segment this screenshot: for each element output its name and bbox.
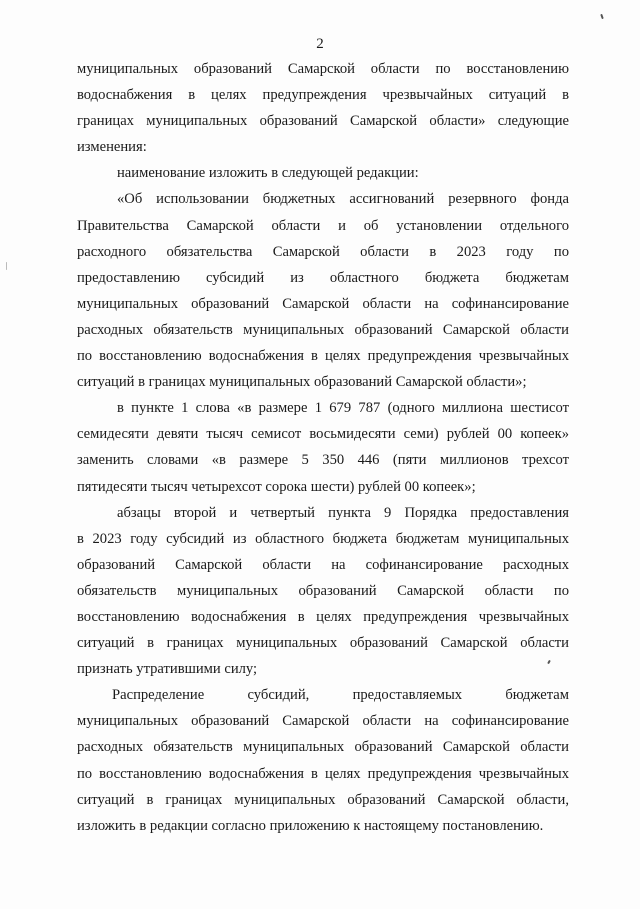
text-line: расходных обязательств муниципальных образований Самарской области [77,321,569,338]
text-line: обязательств муниципальных образований Самарской области по [77,582,569,599]
text-line: абзацы второй и четвертый пункта 9 Порядка предоставления [117,504,569,521]
text-line: в пункте 1 слова «в размере 1 679 787 (одного миллиона шестисот [117,400,569,417]
text-line: по восстановлению водоснабжения в целях предупреждения чрезвычайных [77,765,569,782]
text-line: «Об использовании бюджетных ассигнований резервного фонда [117,191,569,208]
paragraph [77,395,569,499]
text-line: ситуаций в границах муниципальных образований Самарской области, [77,791,569,808]
page-number: 2 [316,36,324,52]
text-line: предоставлению субсидий из областного бюджета бюджетам [77,269,569,286]
text-line: муниципальных образований Самарской области по восстановлению [77,61,569,77]
text-line: расходного обязательства Самарской области в 2023 году по [77,243,569,260]
text-line: расходных обязательств муниципальных образований Самарской области [77,739,569,756]
paragraph [77,682,569,839]
text-line: семидесяти девяти тысяч семисот восьмидесяти семи) рублей 00 копеек» [77,426,569,443]
text-line: в 2023 году субсидий из областного бюджета бюджетам муниципальных [77,530,569,547]
text-line: водоснабжения в целях предупреждения чрезвычайных ситуаций в [77,87,569,104]
text-line: Распределение субсидий, предоставляемых бюджетам [112,687,569,704]
text-line: восстановлению водоснабжения в целях предупреждения чрезвычайных [77,608,569,625]
document-body [77,56,569,839]
text-line: наименование изложить в следующей редакции: [117,165,419,182]
paragraph [77,500,569,683]
text-line: по восстановлению водоснабжения в целях предупреждения чрезвычайных [77,348,569,365]
text-line: ситуаций в границах муниципальных образований Самарской области»; [77,374,527,391]
text-line: Правительства Самарской области и об установлении отдельного [77,217,569,234]
text-line: образований Самарской области на софинансирование расходных [77,556,569,573]
text-line: пятидесяти тысяч четырехсот сорока шести) рублей 00 копеек»; [77,478,476,495]
paragraph [77,186,569,395]
scan-speck [6,262,7,270]
text-line: муниципальных образований Самарской области на софинансирование [77,295,569,312]
text-line: изменения: [77,139,147,156]
text-line: заменить словами «в размере 5 350 446 (пяти миллионов трехсот [77,452,569,469]
scan-speck [600,14,604,19]
text-line: изложить в редакции согласно приложению к настоящему постановлению. [77,817,544,834]
text-line: ситуаций в границах муниципальных образований Самарской области [77,635,569,652]
paragraph [77,56,569,160]
text-line: признать утратившими силу; [77,661,258,678]
text-line: границах муниципальных образований Самарской области» следующие [77,113,569,130]
paragraph [77,160,569,186]
text-line: муниципальных образований Самарской области на софинансирование [77,713,569,730]
